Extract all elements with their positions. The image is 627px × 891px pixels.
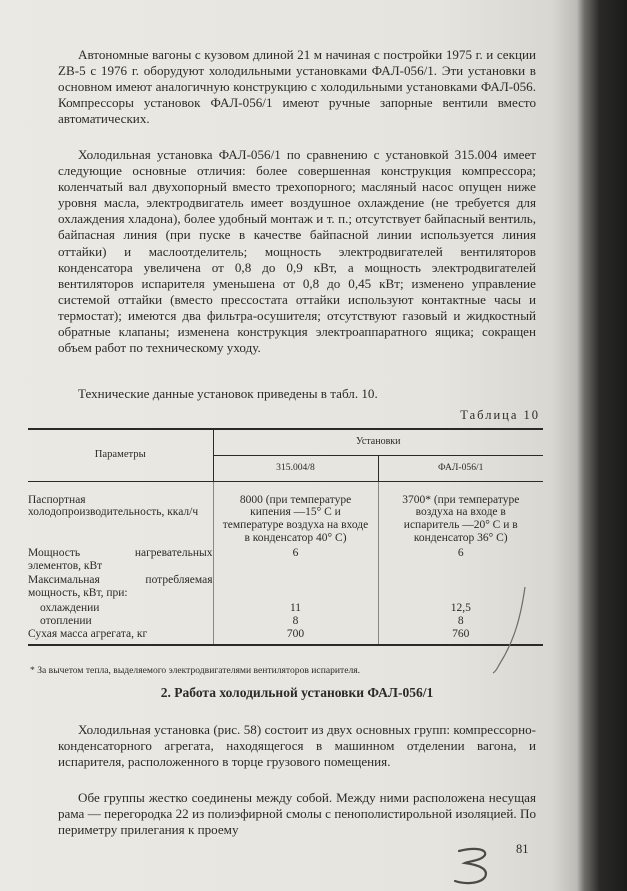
table-cell-a [213,572,378,600]
table-cell-a: 6 [213,545,378,573]
table-row [28,600,543,615]
table-cell-param: Мощность нагревательных элементов, кВт [28,546,213,572]
section-heading: 2. Работа холодильной установки ФАЛ-056/1 [160,685,434,700]
paragraph-differences-text: Холодильная установка ФАЛ-056/1 по сравнению с установкой 315.004 имеет следующие основные отличия: более совершенная конструкция компрессора; коленчатый вал двухопорный вместо трехопорного; масляный насос опущен ниже уровня масла, электродвигатель имеет воздушное охлаждение (не требуется для охлаждения хладона), более удобный монтаж и т. п.; отсутствует байпасный вентиль, байпасная линия (при пуске в качестве байпасной линии используется линия оттайки) и маслоотделитель; мощность электродвигателей вентиляторов конденсатора увеличена от 0,8 до 0,9 кВт, а мощность электродвигателей вентиляторов испарителя уменьшена от 0,8 до 0,45 кВт; изменено управление системой оттайки (вместо прессостата оттайки используют контактные часы и термостат); имеются два фильтра-осушителя; отсутствуют газовый и жидкостный обратные клапаны; изменена конструкция электроаппаратного ящика; сокращен объем работ по техническому уходу. [58,147,536,356]
table-cell-b: 760 [378,628,543,646]
paragraph-table-ref-text: Технические данные установок приведены в табл. 10. [78,386,378,401]
table-header-col-a: 315.004/8 [213,455,378,481]
paragraph-table-ref [58,386,536,402]
table-row [28,628,543,646]
table-row [28,481,543,545]
table-cell-a: 700 [213,628,378,646]
book-spine-shadow [585,0,627,891]
table-cell-param: охлаждении [40,601,100,614]
table-caption: Таблица 10 [460,408,540,422]
table-footnote: * За вычетом тепла, выделяемого электродвигателями вентиляторов испарителя. [30,665,361,676]
table-cell-b: 8 [378,615,543,628]
table-cell-b: 3700* (при температуре воздуха на входе в испаритель —20° С и в конденсатор 36° С) [378,481,543,545]
table-header-col-b: ФАЛ-056/1 [378,455,543,481]
paragraph-intro-text: Автономные вагоны с кузовом длиной 21 м начиная с постройки 1975 г. и секции ZB-5 с 1976 г. оборудуют холодильными установками ФАЛ-056/1. Эти установки в основном имеют аналогичную конструкцию с холодильными установками ФАЛ-056. Компрессоры установок ФАЛ-056/1 имеют ручные запорные вентили вместо автоматических. [58,47,536,127]
table-cell-param: Сухая масса агрегата, кг [28,627,148,640]
table-row [28,545,543,573]
table-cell-a: 8000 (при температуре кипения —15° С и температуре воздуха на входе в конденсатор 40° С) [213,481,378,545]
paragraph-intro [58,47,536,127]
paragraph-frame [58,790,536,838]
table-cell-a: 11 [213,600,378,615]
table-row [28,615,543,628]
paragraph-frame-text: Обе группы жестко соединены между собой. Между ними расположена несущая рама — перегородка 22 из полиэфирной смолы с пенополистирольной изоляцией. По периметру прилегания к проему [58,790,536,838]
handwritten-three-mark [445,843,510,891]
paragraph-composition [58,722,536,770]
paragraph-differences [58,147,536,356]
table-header-installations: Установки [213,429,543,455]
table-row [28,572,543,600]
table-cell-b: 12,5 [378,600,543,615]
pencil-curve-mark [485,585,535,675]
paragraph-composition-text: Холодильная установка (рис. 58) состоит из двух основных групп: компрессорно-конденсаторного агрегата, находящегося в машинном отделении вагона, и испарителя, расположенного в торце грузового помещения. [58,722,536,770]
table-cell-param: Максимальная потребляемая мощность, кВт, при: [28,574,213,600]
table-cell-param: отоплении [40,614,92,627]
table-header-parameters: Параметры [28,429,213,481]
technical-data-table [28,428,543,646]
page-number: 81 [516,842,529,856]
table-cell-b: 6 [378,545,543,573]
table-cell-param: Паспортная холодопроизводительность, ккал/ч [28,493,199,519]
table-cell-a: 8 [213,615,378,628]
table-bottom-rule [28,645,543,646]
